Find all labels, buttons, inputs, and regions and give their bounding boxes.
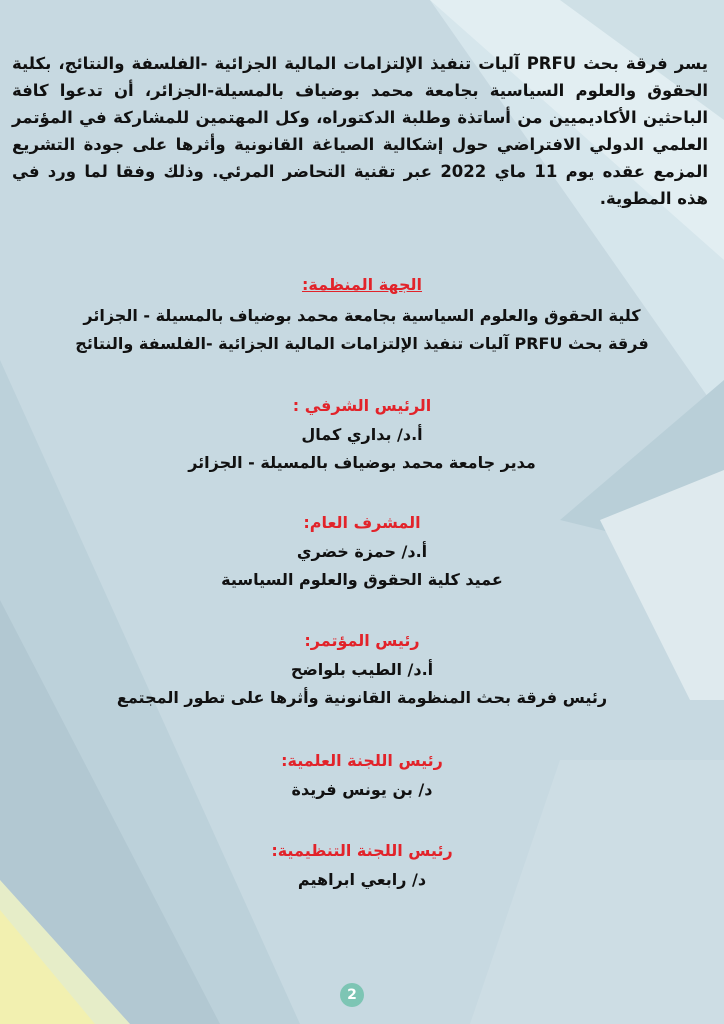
organizing-committee-name: د/ رابعي ابراهيم [297, 870, 427, 889]
honorary-president-name: أ.د/ بداري كمال [301, 425, 423, 444]
honorary-president-title: مدير جامعة محمد بوضياف بالمسيلة - الجزائر [188, 453, 536, 472]
general-supervisor-heading: المشرف العام: [303, 513, 421, 532]
organizer-section [0, 274, 724, 358]
general-supervisor-title: عميد كلية الحقوق والعلوم السياسية [221, 570, 503, 589]
organizing-committee-heading: رئيس اللجنة التنظيمية: [271, 841, 453, 860]
scientific-committee-name: د/ بن يونس فريدة [291, 780, 433, 799]
page-number-badge: 2 [340, 983, 364, 1007]
conference-president-name: أ.د/ الطيب بلواضح [290, 660, 434, 679]
organizer-line-1: كلية الحقوق والعلوم السياسية بجامعة محمد بوضياف بالمسيلة - الجزائر [83, 306, 641, 325]
honorary-president-section [0, 395, 724, 477]
scientific-committee-heading: رئيس اللجنة العلمية: [281, 751, 443, 770]
organizer-line-2: فرقة بحث PRFU آليات تنفيذ الإلتزامات المالية الجزائية -الفلسفة والنتائج [75, 334, 649, 353]
conference-president-section [0, 630, 724, 712]
honorary-president-heading: الرئيس الشرفي : [292, 396, 432, 415]
scientific-committee-section [0, 750, 724, 804]
general-supervisor-name: أ.د/ حمزة خضري [296, 542, 428, 561]
organizing-committee-section [0, 840, 724, 894]
organizer-heading: الجهة المنظمة: [301, 275, 423, 294]
conference-president-heading: رئيس المؤتمر: [304, 631, 420, 650]
intro-paragraph: يسر فرقة بحث PRFU آليات تنفيذ الإلتزامات المالية الجزائية -الفلسفة والنتائج، بكلية الحقوق والعلوم السياسية بجامعة محمد بوضياف بالمسيلة-الجزائر، أن تدعوا كافة الباحثين الأكاديميين من أساتذة وطلبة الدكتوراه، وكل المهتمين للمشاركة في المؤتمر العلمي الدولي الافتراضي حول إشكالية الصياغة القانونية وأثرها على جودة التشريع المزمع عقده يوم 11 ماي 2022 عبر تقنية التحاضر المرئي. وذلك وفقا لما ورد في هذه المطوية. [12, 54, 709, 208]
conference-president-title: رئيس فرقة بحث المنظومة القانونية وأثرها على تطور المجتمع [116, 688, 608, 707]
general-supervisor-section [0, 512, 724, 594]
